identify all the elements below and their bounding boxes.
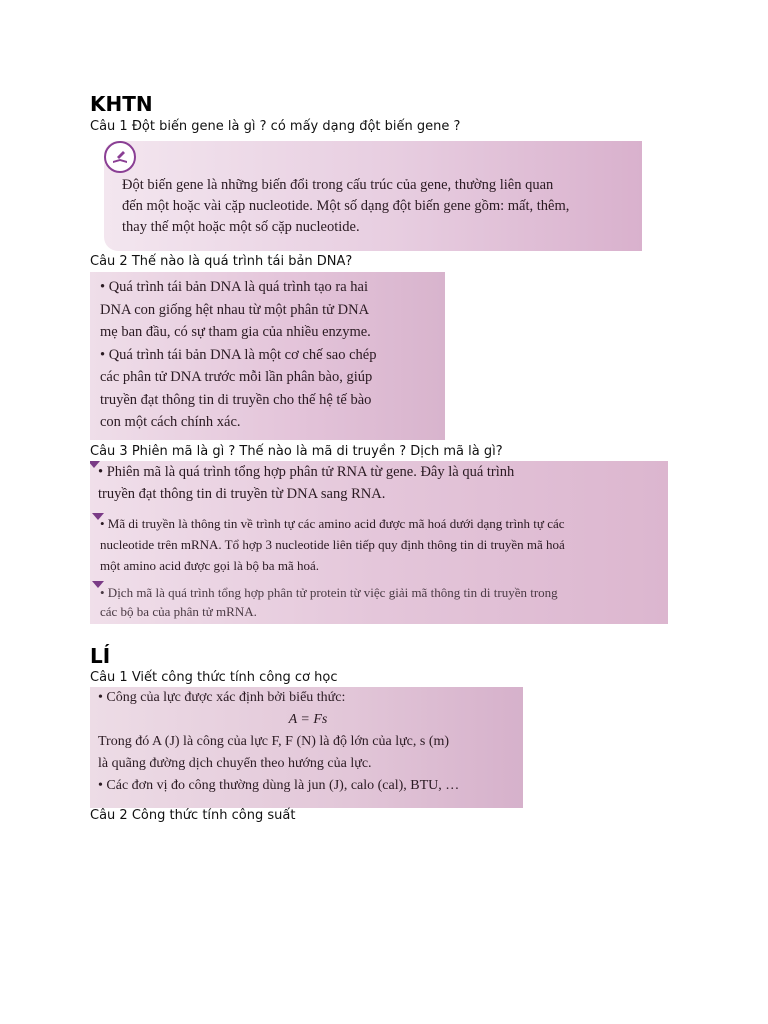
answer-line: • Quá trình tái bản DNA là quá trình tạo ra hai xyxy=(100,279,369,295)
answer-line: thay thế một hoặc một số cặp nucleotide. xyxy=(122,219,360,235)
answer-image-l1 xyxy=(90,687,523,808)
question-1: Câu 1 Đột biến gene là gì ? có mấy dạng đột biến gene ? xyxy=(90,119,461,134)
answer-line: nucleotide trên mRNA. Tổ hợp 3 nucleotide liên tiếp quy định thông tin di truyền mã hoá xyxy=(100,537,565,552)
section-title-li: LÍ xyxy=(90,644,111,668)
answer-line: truyền đạt thông tin di truyền cho thế hệ tế bào xyxy=(100,391,372,408)
answer-line: • Công của lực được xác định bởi biểu thức: xyxy=(98,690,346,705)
answer-line: đến một hoặc vài cặp nucleotide. Một số dạng đột biến gene gồm: mất, thêm, xyxy=(122,198,570,214)
question-li-1: Câu 1 Viết công thức tính công cơ học xyxy=(90,670,338,685)
formula: A = Fs xyxy=(288,712,328,727)
answer-line: • Mã di truyền là thông tin về trình tự các amino acid được mã hoá dưới dạng trình tự các xyxy=(100,516,565,531)
answer-image-q3 xyxy=(90,461,668,624)
answer-line: mẹ ban đầu, có sự tham gia của nhiều enzyme. xyxy=(100,324,371,340)
answer-image-q1 xyxy=(104,141,642,251)
answer-line: • Các đơn vị đo công thường dùng là jun (J), calo (cal), BTU, … xyxy=(98,778,460,793)
answer-line: một amino acid được gọi là bộ ba mã hoá. xyxy=(100,558,319,573)
pen-book-icon xyxy=(104,141,136,173)
answer-line: • Quá trình tái bản DNA là một cơ chế sao chép xyxy=(100,346,377,363)
question-2: Câu 2 Thế nào là quá trình tái bản DNA? xyxy=(90,254,353,269)
answer-line: • Phiên mã là quá trình tổng hợp phân tử RNA từ gene. Đây là quá trình xyxy=(98,464,515,480)
answer-line: các bộ ba của phân tử mRNA. xyxy=(100,604,257,619)
question-li-2: Câu 2 Công thức tính công suất xyxy=(90,808,296,823)
answer-line: Trong đó A (J) là công của lực F, F (N) là độ lớn của lực, s (m) xyxy=(98,734,450,749)
answer-line: là quãng đường dịch chuyển theo hướng của lực. xyxy=(98,756,372,771)
answer-line: con một cách chính xác. xyxy=(100,414,241,430)
answer-line: các phân tử DNA trước mỗi lần phân bào, giúp xyxy=(100,369,373,385)
answer-line: truyền đạt thông tin di truyền từ DNA sang RNA. xyxy=(98,486,386,502)
section-title-khtn: KHTN xyxy=(90,92,153,116)
answer-line: DNA con giống hệt nhau từ một phân tử DNA xyxy=(100,301,370,318)
answer-image-q2 xyxy=(90,272,445,440)
answer-line: Đột biến gene là những biến đổi trong cấu trúc của gene, thường liên quan xyxy=(122,177,554,193)
answer-line: • Dịch mã là quá trình tổng hợp phân tử protein từ việc giải mã thông tin di truyền trong xyxy=(100,585,558,600)
question-3: Câu 3 Phiên mã là gì ? Thế nào là mã di truyền ? Dịch mã là gì? xyxy=(90,444,503,459)
